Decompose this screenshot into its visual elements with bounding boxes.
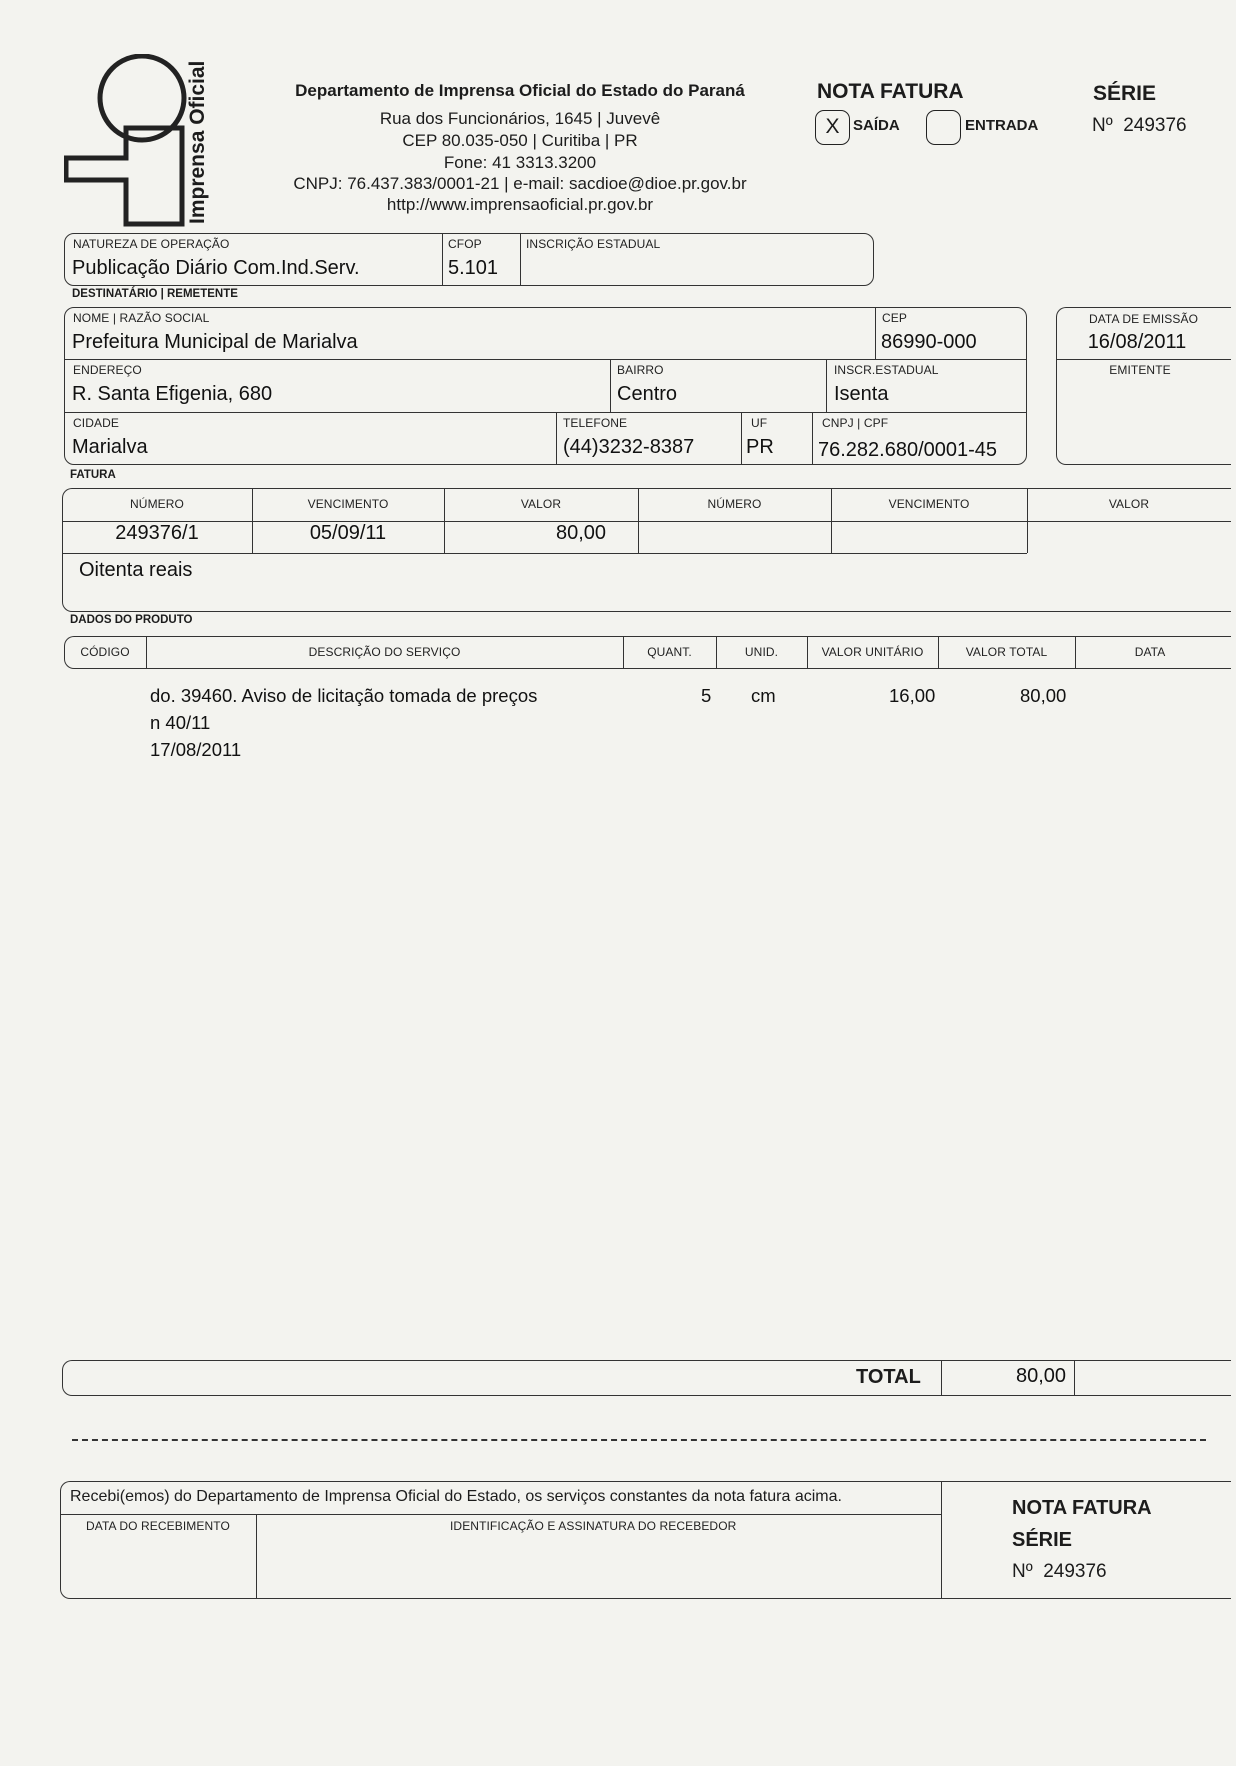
produto-valor-total: 80,00 [1020,685,1067,706]
emissao-value: 16/08/2011 [1087,331,1187,353]
recibo-nota-label: NOTA FATURA [1012,1497,1152,1519]
inscricao-label: INSCRIÇÃO ESTADUAL [526,237,661,251]
recibo-serie-label: SÉRIE [1012,1529,1073,1551]
org-cep: CEP 80.035-050 | Curitiba | PR [402,131,638,150]
produto-valor-unitario: 16,00 [889,685,936,706]
org-website: http://www.imprensaoficial.pr.gov.br [386,195,654,214]
cut-line [72,1439,1206,1441]
saida-label: SAÍDA [853,117,900,134]
produto-header-valor-unitario: VALOR UNITÁRIO [821,645,924,659]
org-phone: Fone: 41 3313.3200 [443,153,597,172]
org-cnpj-email: CNPJ: 76.437.383/0001-21 | e-mail: sacdioe@dioe.pr.gov.br [293,174,747,193]
uf-label: UF [751,416,768,430]
produto-header-quant: QUANT. [647,645,692,659]
serie-label: SÉRIE [1093,82,1157,105]
cep-label: CEP [882,311,907,325]
produto-title: DADOS DO PRODUTO [70,614,193,626]
org-name: Departamento de Imprensa Oficial do Estado do Paraná [295,81,745,100]
produto-desc-line: 17/08/2011 [150,739,242,760]
fatura-header-numero-2: NÚMERO [707,497,762,511]
fatura-valor: 80,00 [556,522,607,544]
endereco-label: ENDEREÇO [73,363,142,377]
recibo-text: Recebi(emos) do Departamento de Imprensa Oficial do Estado, os serviços constantes da nota fatura acima. [70,1488,842,1505]
recibo-numero: Nº 249376 [1012,1561,1107,1582]
fatura-vencimento: 05/09/11 [309,522,387,544]
recibo-data-label: DATA DO RECEBIMENTO [86,1519,230,1533]
cnpj-value: 76.282.680/0001-45 [818,439,998,461]
endereco-value: R. Santa Efigenia, 680 [72,383,273,405]
produto-header-data: DATA [1134,645,1166,659]
fatura-extenso: Oitenta reais [79,559,193,581]
bairro-value: Centro [617,383,678,405]
emissao-label: DATA DE EMISSÃO [1088,312,1199,326]
produto-quant: 5 [701,685,712,706]
produto-header-unid: UNID. [744,645,779,659]
produto-header-valor-total: VALOR TOTAL [965,645,1048,659]
inscr-estadual-label: INSCR.ESTADUAL [834,363,939,377]
cfop-label: CFOP [448,237,482,251]
bairro-label: BAIRRO [617,363,664,377]
cidade-value: Marialva [72,436,148,458]
saida-checkbox[interactable]: X [815,110,850,145]
natureza-value: Publicação Diário Com.Ind.Serv. [72,257,360,279]
inscr-estadual-value: Isenta [834,383,889,405]
fatura-header-vencimento-1: VENCIMENTO [307,497,389,511]
telefone-label: TELEFONE [563,416,628,430]
recibo-ident-label: IDENTIFICAÇÃO E ASSINATURA DO RECEBEDOR [450,1519,737,1533]
produto-desc-line: n 40/11 [150,712,211,733]
produto-header-descricao: DESCRIÇÃO DO SERVIÇO [308,645,461,659]
produto-unid: cm [751,685,776,706]
doc-number: Nº 249376 [1092,115,1187,136]
produto-desc-line: do. 39460. Aviso de licitação tomada de preços [150,685,538,706]
emitente-label: EMITENTE [1109,363,1171,377]
nome-value: Prefeitura Municipal de Marialva [72,331,358,353]
doc-title: NOTA FATURA [817,80,964,103]
fatura-header-numero-1: NÚMERO [130,497,184,511]
destinatario-title: DESTINATÁRIO | REMETENTE [72,288,238,300]
cnpj-label: CNPJ | CPF [822,416,889,430]
entrada-label: ENTRADA [965,117,1039,134]
logo [64,54,224,229]
fatura-header-valor-1: VALOR [520,497,562,511]
entrada-checkbox[interactable] [926,110,961,145]
cep-value: 86990-000 [881,331,977,353]
nome-label: NOME | RAZÃO SOCIAL [73,311,210,325]
cidade-label: CIDADE [73,416,119,430]
logo-text: Imprensa Oficial [186,60,209,224]
fatura-title: FATURA [70,469,116,481]
fatura-header-valor-2: VALOR [1108,497,1150,511]
telefone-value: (44)3232-8387 [563,436,695,458]
total-value: 80,00 [1016,1365,1067,1387]
fatura-numero: 249376/1 [115,522,199,544]
natureza-label: NATUREZA DE OPERAÇÃO [73,237,230,251]
uf-value: PR [746,436,774,458]
fatura-header-vencimento-2: VENCIMENTO [888,497,970,511]
org-address: Rua dos Funcionários, 1645 | Juvevê [379,109,661,128]
produto-header-codigo: CÓDIGO [80,645,130,659]
total-label: TOTAL [856,1366,921,1388]
cfop-value: 5.101 [448,257,499,279]
